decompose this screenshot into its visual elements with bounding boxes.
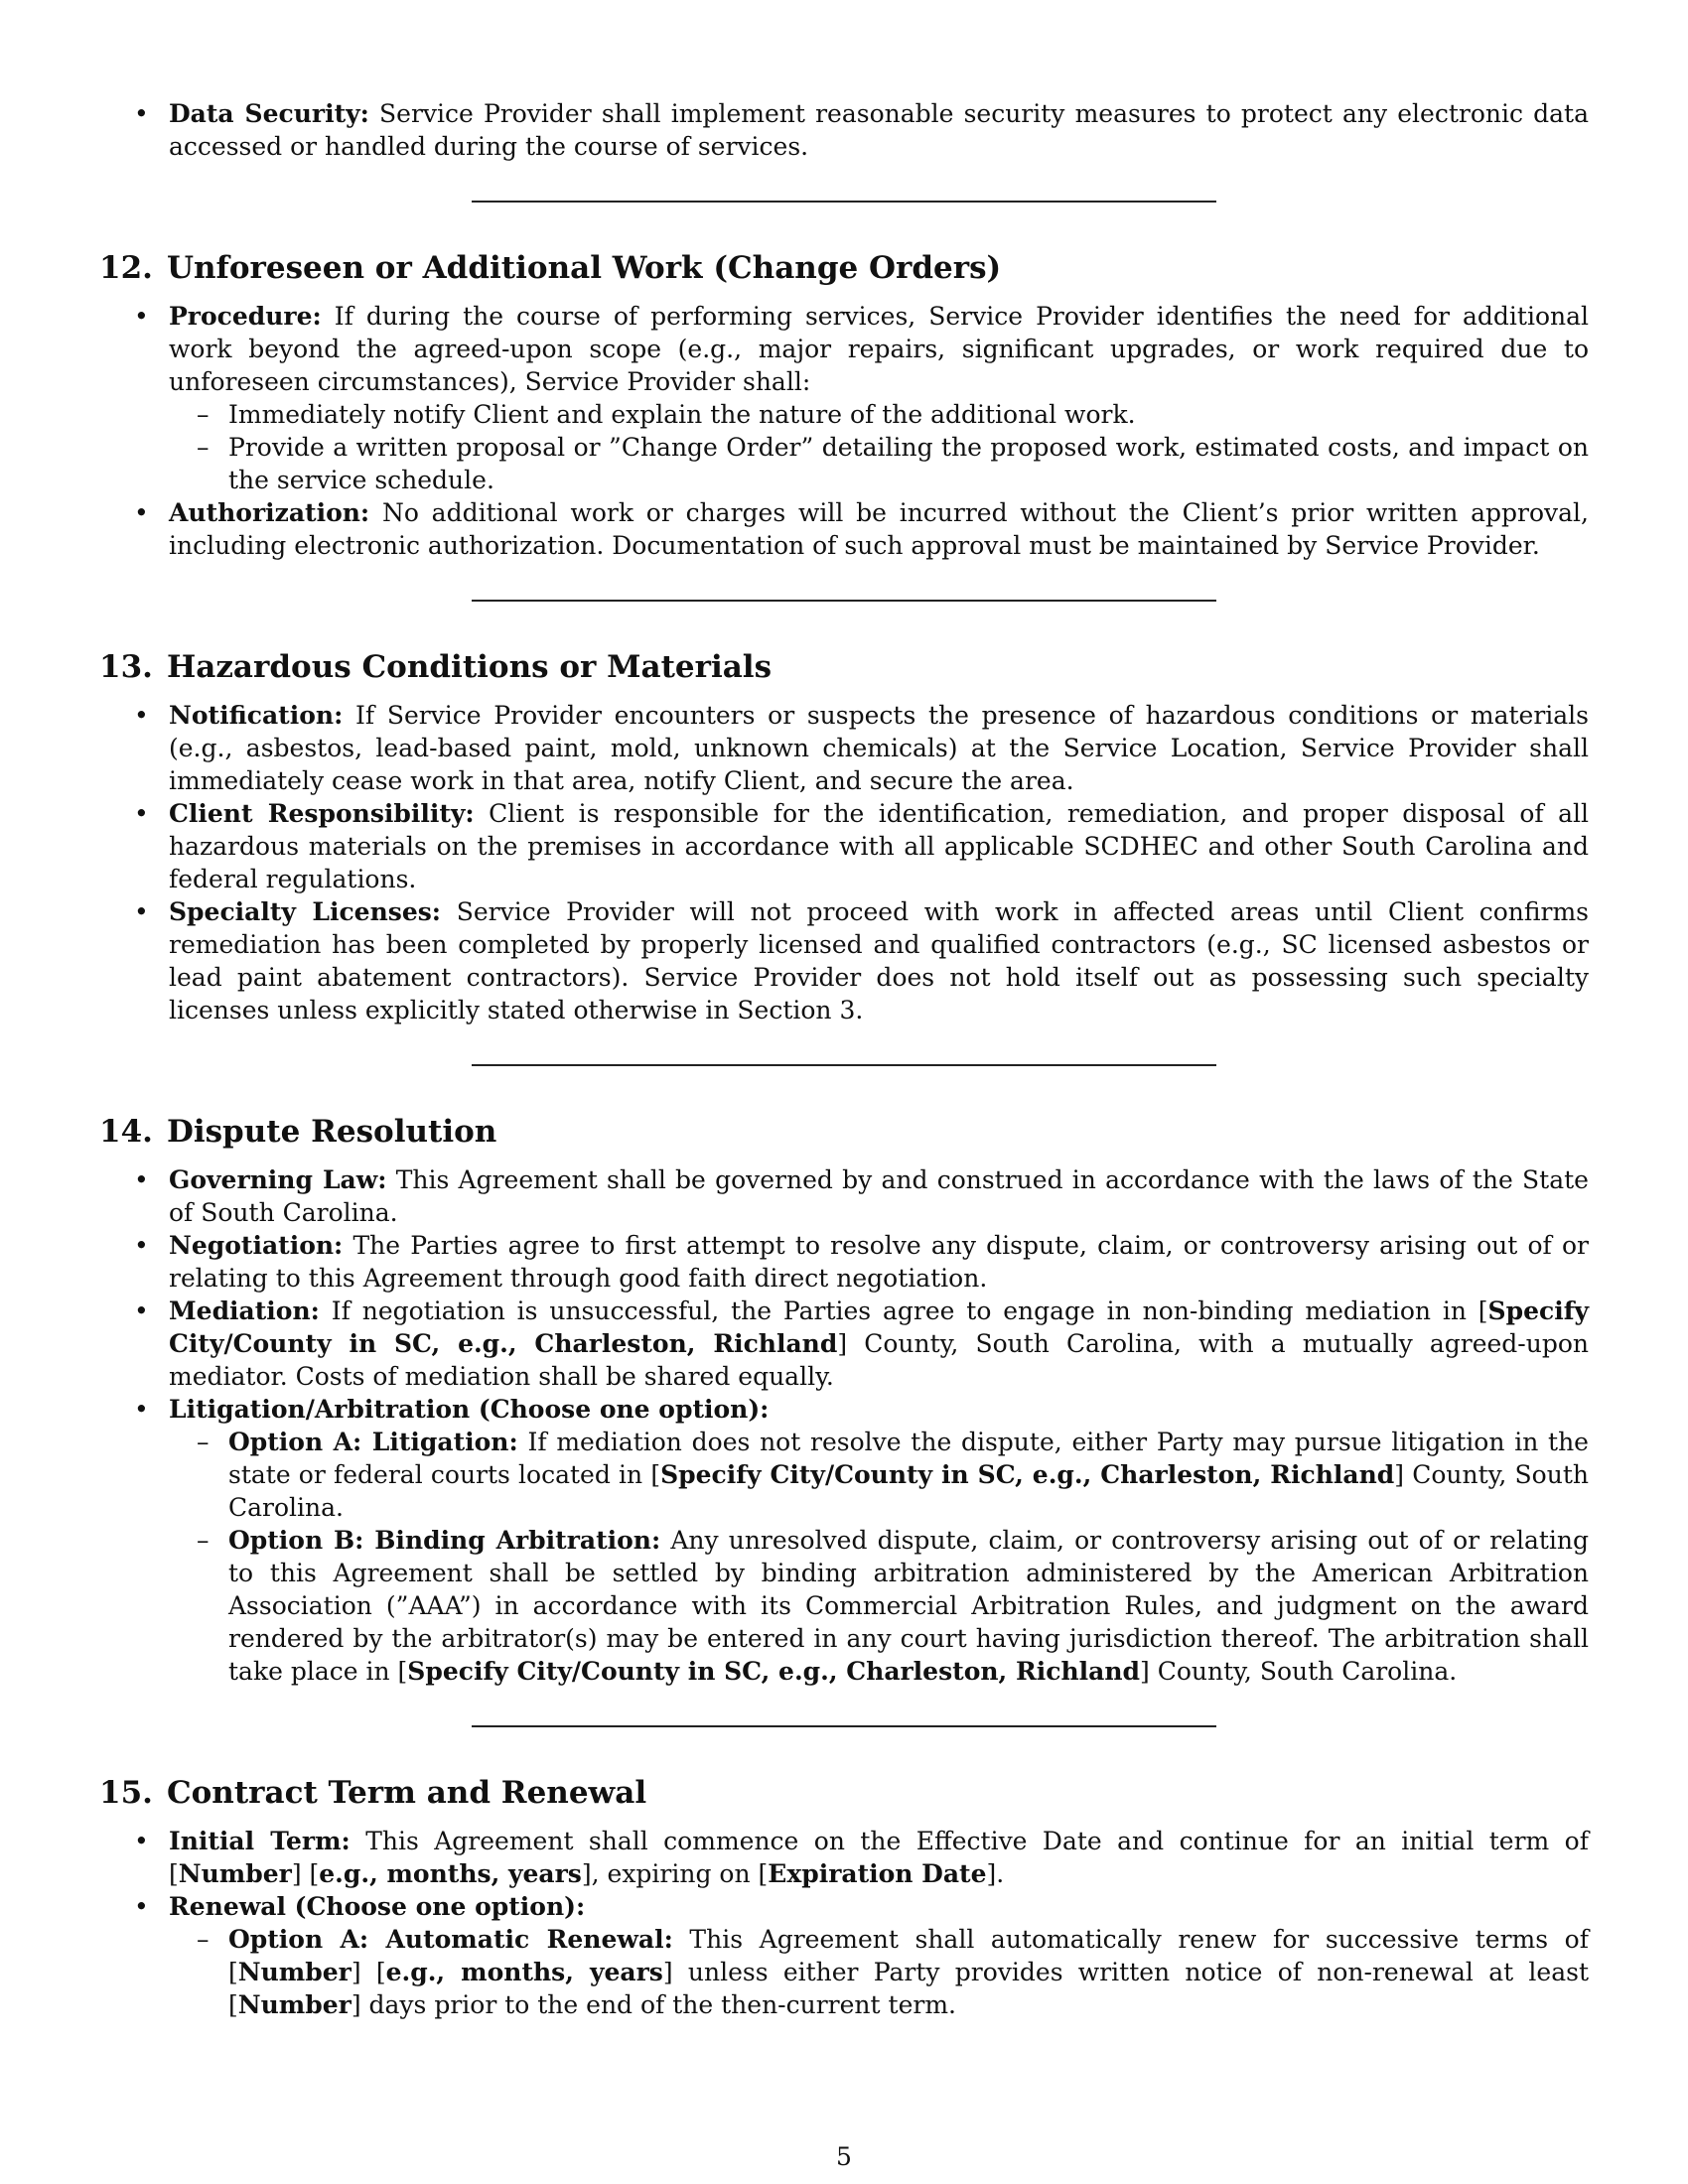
renewal-unit-placeholder: e.g., months, years bbox=[385, 1958, 663, 1986]
section-14-heading bbox=[99, 1112, 1589, 1152]
option-b-arbitration bbox=[169, 1524, 1589, 1688]
initial-term-unit-placeholder: e.g., months, years bbox=[319, 1859, 582, 1888]
section-14-number: 14. bbox=[99, 1114, 153, 1150]
procedure-text: If during the course of performing services, Service Provider identifies the need for additional work beyond the agreed-upon scope (e.g., major repairs, significant upgrades, or work required due to unforeseen circumstances), Service Provider shall: bbox=[169, 302, 1589, 396]
notice-days-placeholder: Number bbox=[237, 1990, 352, 2019]
initial-term-item bbox=[99, 1825, 1589, 1890]
data-security-label: Data Security: bbox=[169, 99, 369, 128]
specialty-licenses-text: Service Provider will not proceed with work in affected areas until Client confirms remediation has been completed by properly licensed and qualified contractors (e.g., SC licensed asbestos or lead paint abatement contractors). Service Provider does not hold itself out as possessing such specialty licenses unless explicitly stated otherwise in Section 3. bbox=[169, 897, 1590, 1024]
initial-term-label: Initial Term: bbox=[169, 1827, 351, 1855]
section-15-number: 15. bbox=[99, 1775, 153, 1811]
client-responsibility-text: Client is responsible for the identification, remediation, and proper disposal of all hazardous materials on the premises in accordance with all applicable SCDHEC and other South Carolina and federal regulations. bbox=[169, 799, 1589, 893]
specialty-licenses-label: Specialty Licenses: bbox=[169, 897, 442, 926]
litigation-options bbox=[169, 1426, 1589, 1688]
authorization-item bbox=[99, 496, 1589, 562]
section-15-heading bbox=[99, 1773, 1589, 1813]
renewal-number-placeholder: Number bbox=[237, 1958, 352, 1986]
governing-law-item bbox=[99, 1163, 1589, 1229]
section-15-list bbox=[99, 1825, 1589, 2021]
section-divider bbox=[472, 1725, 1216, 1727]
litigation-arbitration-item bbox=[99, 1393, 1589, 1688]
option-b-text: Any unresolved dispute, claim, or controversy arising out of or relating to this Agreement shall be settled by binding arbitration administered by the American Arbitration Association (”AAA”) in accordance with its Commercial Arbitration Rules, and judgment on the award rendered by the arbitrator(s) may be entered in any court having jurisdiction thereof. The arbitration shall take place in [ bbox=[228, 1526, 1589, 1686]
notification-text: If Service Provider encounters or suspects the presence of hazardous conditions or materials (e.g., asbestos, lead-based paint, mold, unknown chemicals) at the Service Location, Service Provider shall immediately cease work in that area, notify Client, and secure the area. bbox=[169, 701, 1589, 795]
data-security-text: Service Provider shall implement reasonable security measures to protect any electronic data accessed or handled during the course of services. bbox=[169, 99, 1589, 161]
section-12-number: 12. bbox=[99, 250, 153, 286]
section-divider bbox=[472, 1064, 1216, 1066]
procedure-sub-item: – Immediately notify Client and explain the nature of the additional work. bbox=[169, 398, 1589, 431]
renewal-label: Renewal (Choose one option): bbox=[169, 1892, 586, 1921]
authorization-text: No additional work or charges will be incurred without the Client’s prior written approval, including electronic authorization. Documentation of such approval must be maintained by Service Provider. bbox=[169, 498, 1589, 560]
automatic-renewal-text: This Agreement shall automatically renew for successive terms of [ bbox=[228, 1925, 1589, 1986]
specialty-licenses-item bbox=[99, 895, 1589, 1026]
mediation-item bbox=[99, 1295, 1589, 1393]
section-12-list bbox=[99, 300, 1589, 562]
document-page bbox=[99, 97, 1589, 2021]
option-b-label: Option B: Binding Arbitration: bbox=[228, 1526, 661, 1555]
page-number: 5 bbox=[836, 2142, 852, 2171]
data-security-item bbox=[99, 97, 1589, 163]
renewal-options bbox=[169, 1923, 1589, 2021]
procedure-sublist bbox=[169, 398, 1589, 496]
mediation-label: Mediation: bbox=[169, 1297, 320, 1325]
litigation-arbitration-label: Litigation/Arbitration (Choose one option): bbox=[169, 1395, 770, 1424]
notification-item bbox=[99, 699, 1589, 797]
option-b-placeholder: Specify City/County in SC, e.g., Charleston, Richland bbox=[407, 1657, 1140, 1686]
section-15-title: Contract Term and Renewal bbox=[166, 1775, 647, 1811]
mediation-text: If negotiation is unsuccessful, the Parties agree to engage in non-binding mediation in [ bbox=[319, 1297, 1488, 1325]
procedure-label: Procedure: bbox=[169, 302, 322, 331]
option-a-text: If mediation does not resolve the dispute, either Party may pursue litigation in the state or federal courts located in [ bbox=[228, 1428, 1589, 1489]
option-b-text-end: ] County, South Carolina. bbox=[1140, 1657, 1458, 1686]
initial-term-text: ]. bbox=[986, 1859, 1005, 1888]
initial-term-text: ], expiring on [ bbox=[581, 1859, 769, 1888]
initial-term-number-placeholder: Number bbox=[178, 1859, 292, 1888]
section-14-list bbox=[99, 1163, 1589, 1688]
mediation-placeholder: Specify City/County in SC, e.g., Charleston, Richland bbox=[169, 1297, 1589, 1358]
procedure-item bbox=[99, 300, 1589, 496]
section-13-heading bbox=[99, 647, 1589, 687]
client-responsibility-item bbox=[99, 797, 1589, 895]
section-13-title: Hazardous Conditions or Materials bbox=[166, 649, 773, 685]
initial-term-text: ] [ bbox=[291, 1859, 320, 1888]
renewal-item bbox=[99, 1890, 1589, 2021]
client-responsibility-label: Client Responsibility: bbox=[169, 799, 475, 828]
negotiation-text: The Parties agree to first attempt to resolve any dispute, claim, or controversy arising out of or relating to this Agreement through good faith direct negotiation. bbox=[169, 1231, 1589, 1293]
option-a-litigation bbox=[169, 1426, 1589, 1524]
governing-law-text: This Agreement shall be governed by and construed in accordance with the laws of the State of South Carolina. bbox=[169, 1165, 1589, 1227]
notification-label: Notification: bbox=[169, 701, 344, 730]
mediation-text-end: ] County, South Carolina, with a mutually agreed-upon mediator. Costs of mediation shall be shared equally. bbox=[169, 1329, 1589, 1391]
expiration-date-placeholder: Expiration Date bbox=[768, 1859, 987, 1888]
option-a-placeholder: Specify City/County in SC, e.g., Charleston, Richland bbox=[660, 1460, 1395, 1489]
governing-law-label: Governing Law: bbox=[169, 1165, 387, 1194]
option-a-automatic-renewal bbox=[169, 1923, 1589, 2021]
option-a-label: Option A: Litigation: bbox=[228, 1428, 518, 1456]
authorization-label: Authorization: bbox=[169, 498, 370, 527]
section-11-list bbox=[99, 97, 1589, 163]
section-12-title: Unforeseen or Additional Work (Change Orders) bbox=[166, 250, 1002, 286]
section-divider bbox=[472, 201, 1216, 203]
automatic-renewal-label: Option A: Automatic Renewal: bbox=[228, 1925, 673, 1954]
negotiation-item bbox=[99, 1229, 1589, 1295]
section-13-number: 13. bbox=[99, 649, 153, 685]
section-12-heading bbox=[99, 248, 1589, 288]
procedure-sub-item: – Provide a written proposal or ”Change Order” detailing the proposed work, estimated costs, and impact on the service schedule. bbox=[169, 431, 1589, 496]
initial-term-text: This Agreement shall commence on the Effective Date and continue for an initial term of [ bbox=[169, 1827, 1589, 1888]
section-14-title: Dispute Resolution bbox=[166, 1114, 497, 1150]
automatic-renewal-text: ] unless either Party provides written notice of non-renewal at least [ bbox=[228, 1958, 1589, 2019]
section-divider bbox=[472, 600, 1216, 602]
option-a-text-end: ] County, South Carolina. bbox=[228, 1460, 1589, 1522]
section-13-list bbox=[99, 699, 1589, 1026]
negotiation-label: Negotiation: bbox=[169, 1231, 344, 1260]
automatic-renewal-text: ] days prior to the end of the then-current term. bbox=[351, 1990, 956, 2019]
automatic-renewal-text: ] [ bbox=[351, 1958, 386, 1986]
